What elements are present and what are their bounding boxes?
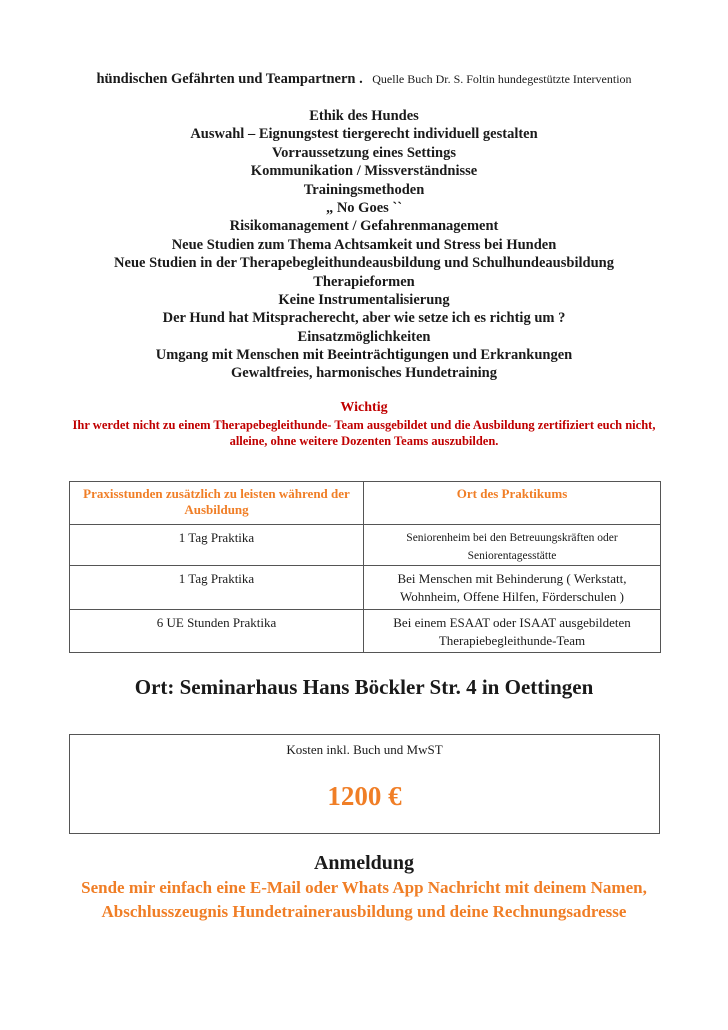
intro-text: hündischen Gefährten und Teampartnern . [96,71,363,87]
column-header-location: Ort des Praktikums [364,482,661,525]
topic-item: Trainingsmethoden [303,181,425,198]
cost-box [69,734,660,834]
registration-heading: Anmeldung [313,852,415,874]
cost-price: 1200 € [327,781,402,811]
topic-item: Umgang mit Menschen mit Beeinträchtigungen und Erkrankungen [155,347,573,364]
topic-item: Neue Studien in der Therapebegleithundeausbildung und Schulhundeausbildung [114,255,614,272]
important-heading: Wichtig [340,400,388,415]
topic-item: Gewaltfreies, harmonisches Hundetraining [231,365,497,382]
topic-item: Therapieformen [313,273,415,290]
topic-item: Neue Studien zum Thema Achtsamkeit und Stress bei Hunden [171,236,557,253]
topic-item: Keine Instrumentalisierung [278,291,450,308]
topic-item: Der Hund hat Mitspracherecht, aber wie setze ich es richtig um ? [162,310,566,327]
topic-item: Kommunikation / Missverständnisse [250,163,478,180]
topic-item: Einsatzmöglichkeiten [297,328,431,345]
cost-label: Kosten inkl. Buch und MwST [286,742,443,757]
table-row [70,610,661,653]
seminar-location: Ort: Seminarhaus Hans Böckler Str. 4 in Oettingen [134,675,594,699]
table-cell-hours: 1 Tag Praktika [70,525,364,566]
table-header-row [70,482,661,525]
column-header-hours: Praxisstunden zusätzlich zu leisten während der Ausbildung [70,482,364,525]
source-reference: Quelle Buch Dr. S. Foltin hundegestützte Intervention [372,72,632,86]
topic-item: „ No Goes `` [325,199,403,216]
topic-item: Vorraussetzung eines Settings [272,144,456,161]
registration-text: Sende mir einfach eine E-Mail oder Whats App Nachricht mit deinem Namen, Abschlusszeugnis Hundetrainerausbildung und deine Rechnungsadresse [81,878,647,921]
table-cell-location: Seniorenheim bei den Betreuungskräften oder Seniorentagesstätte [364,525,661,566]
topic-item: Auswahl – Eignungstest tiergerecht individuell gestalten [190,126,538,143]
topic-item: Ethik des Hundes [309,108,419,124]
table-cell-hours: 6 UE Stunden Praktika [70,610,364,653]
topic-list [0,107,728,383]
table-row [70,566,661,610]
table-row [70,525,661,566]
table-cell-location: Bei einem ESAAT oder ISAAT ausgebildeten Therapiebegleithunde-Team [364,610,661,653]
topic-item: Risikomanagement / Gefahrenmanagement [229,218,499,235]
table-cell-location: Bei Menschen mit Behinderung ( Werkstatt, Wohnheim, Offene Hilfen, Förderschulen ) [364,566,661,610]
important-notice: Ihr werdet nicht zu einem Therapebegleithunde- Team ausgebildet und die Ausbildung zertifiziert euch nicht, alleine, ohne weitere Dozenten Teams auszubilden. [72,418,656,448]
table-cell-hours: 1 Tag Praktika [70,566,364,610]
intro-line [0,70,728,89]
praxis-table [69,481,661,653]
